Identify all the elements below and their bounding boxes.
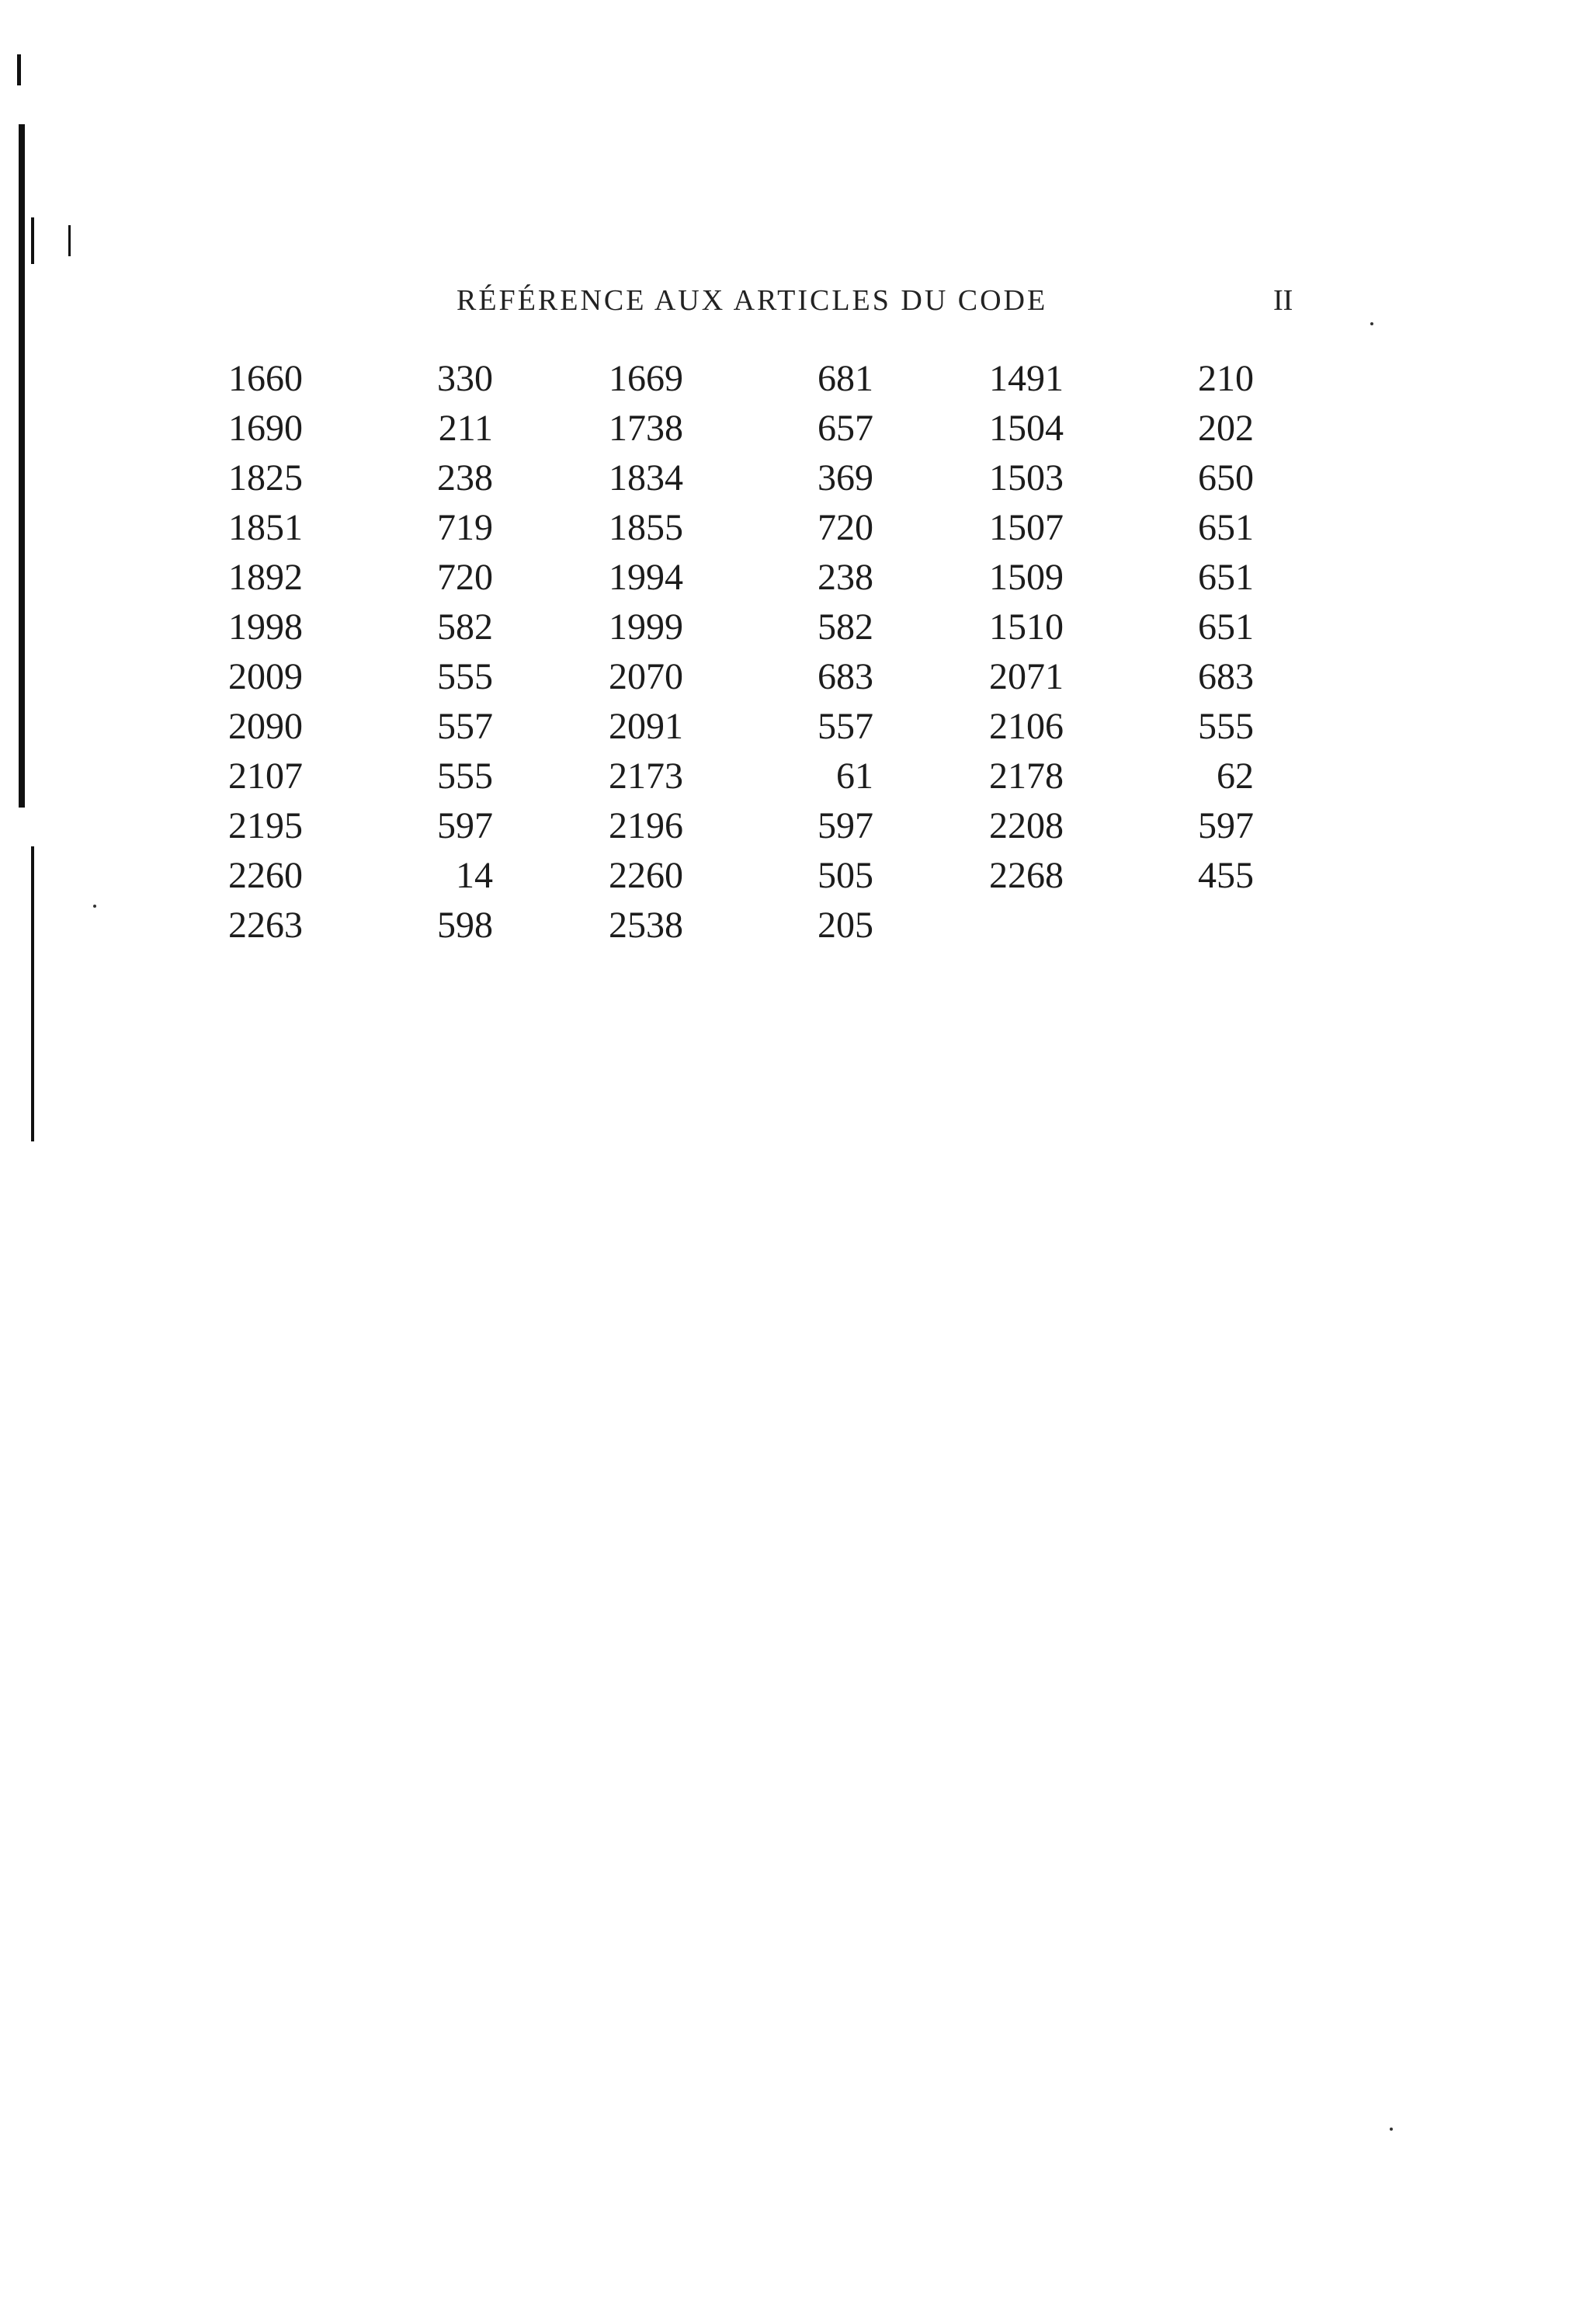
article-number: 1690: [228, 407, 303, 449]
page-reference: 597: [437, 804, 493, 846]
scan-speck: [1390, 2128, 1393, 2131]
page-reference: 720: [818, 506, 873, 548]
article-number: 2263: [228, 904, 303, 946]
article-number: 2091: [609, 705, 683, 747]
article-number: 1999: [609, 606, 683, 648]
article-number: 2195: [228, 804, 303, 846]
article-number: 1738: [609, 407, 683, 449]
page-reference: 210: [1198, 357, 1254, 399]
article-number: 1660: [228, 357, 303, 399]
table-row: [194, 900, 1328, 950]
page-reference: 597: [818, 804, 873, 846]
article-number: 2538: [609, 904, 683, 946]
page-reference: 681: [818, 357, 873, 399]
article-number: 1825: [228, 457, 303, 498]
table-row: [194, 353, 1328, 403]
table-row: [194, 403, 1328, 453]
table-row: [194, 602, 1328, 651]
page-reference: 455: [1198, 854, 1254, 896]
table-row: [194, 502, 1328, 552]
article-number: 1892: [228, 556, 303, 598]
page-reference: 505: [818, 854, 873, 896]
article-number: 2106: [989, 705, 1064, 747]
page-reference: 651: [1198, 556, 1254, 598]
page-reference: 683: [1198, 655, 1254, 697]
article-number: 1855: [609, 506, 683, 548]
article-number: 1503: [989, 457, 1064, 498]
article-number: 1507: [989, 506, 1064, 548]
page-reference: 205: [818, 904, 873, 946]
article-number: 1994: [609, 556, 683, 598]
page-reference: 598: [437, 904, 493, 946]
page-reference: 238: [437, 457, 493, 498]
article-number: 2071: [989, 655, 1064, 697]
table-row: [194, 552, 1328, 602]
binding-mark: [31, 846, 34, 1141]
page-reference: 651: [1198, 606, 1254, 648]
page-reference: 582: [818, 606, 873, 648]
table-row: [194, 453, 1328, 502]
binding-mark: [68, 225, 71, 256]
article-number: 2196: [609, 804, 683, 846]
article-number: 1509: [989, 556, 1064, 598]
page-reference: 597: [1198, 804, 1254, 846]
article-number: 2173: [609, 755, 683, 797]
article-number: 2260: [609, 854, 683, 896]
page-number: II: [1273, 284, 1293, 317]
article-number: 2178: [989, 755, 1064, 797]
page-reference: 651: [1198, 506, 1254, 548]
binding-mark: [31, 217, 34, 264]
page-reference: 657: [818, 407, 873, 449]
binding-mark: [17, 54, 21, 85]
page-reference: 555: [437, 755, 493, 797]
page-reference: 582: [437, 606, 493, 648]
page-reference: 720: [437, 556, 493, 598]
article-number: 1510: [989, 606, 1064, 648]
page-reference: 14: [456, 854, 493, 896]
page-reference: 557: [818, 705, 873, 747]
article-number: 1998: [228, 606, 303, 648]
table-row: [194, 701, 1328, 751]
page-reference: 330: [437, 357, 493, 399]
binding-mark: [19, 124, 25, 808]
article-number: 2260: [228, 854, 303, 896]
article-number: 1504: [989, 407, 1064, 449]
article-reference-table: [194, 353, 1328, 950]
page-reference: 238: [818, 556, 873, 598]
article-number: 2090: [228, 705, 303, 747]
page-reference: 211: [438, 407, 493, 449]
page-reference: 683: [818, 655, 873, 697]
article-number: 2009: [228, 655, 303, 697]
page-header: RÉFÉRENCE AUX ARTICLES DU CODE: [457, 284, 1048, 317]
article-number: 1834: [609, 457, 683, 498]
scan-speck: [1370, 322, 1373, 325]
article-number: 2107: [228, 755, 303, 797]
page-reference: 202: [1198, 407, 1254, 449]
page-reference: 557: [437, 705, 493, 747]
article-number: 2208: [989, 804, 1064, 846]
page-reference: 369: [818, 457, 873, 498]
article-number: 2070: [609, 655, 683, 697]
page-reference: 555: [1198, 705, 1254, 747]
table-row: [194, 751, 1328, 801]
table-row: [194, 801, 1328, 850]
article-number: 1669: [609, 357, 683, 399]
table-row: [194, 651, 1328, 701]
page-reference: 555: [437, 655, 493, 697]
page-reference: 650: [1198, 457, 1254, 498]
table-row: [194, 850, 1328, 900]
scan-speck: [93, 905, 96, 908]
article-number: 1491: [989, 357, 1064, 399]
article-number: 1851: [228, 506, 303, 548]
article-number: 2268: [989, 854, 1064, 896]
page-reference: 61: [836, 755, 873, 797]
page-reference: 62: [1217, 755, 1254, 797]
page-reference: 719: [437, 506, 493, 548]
